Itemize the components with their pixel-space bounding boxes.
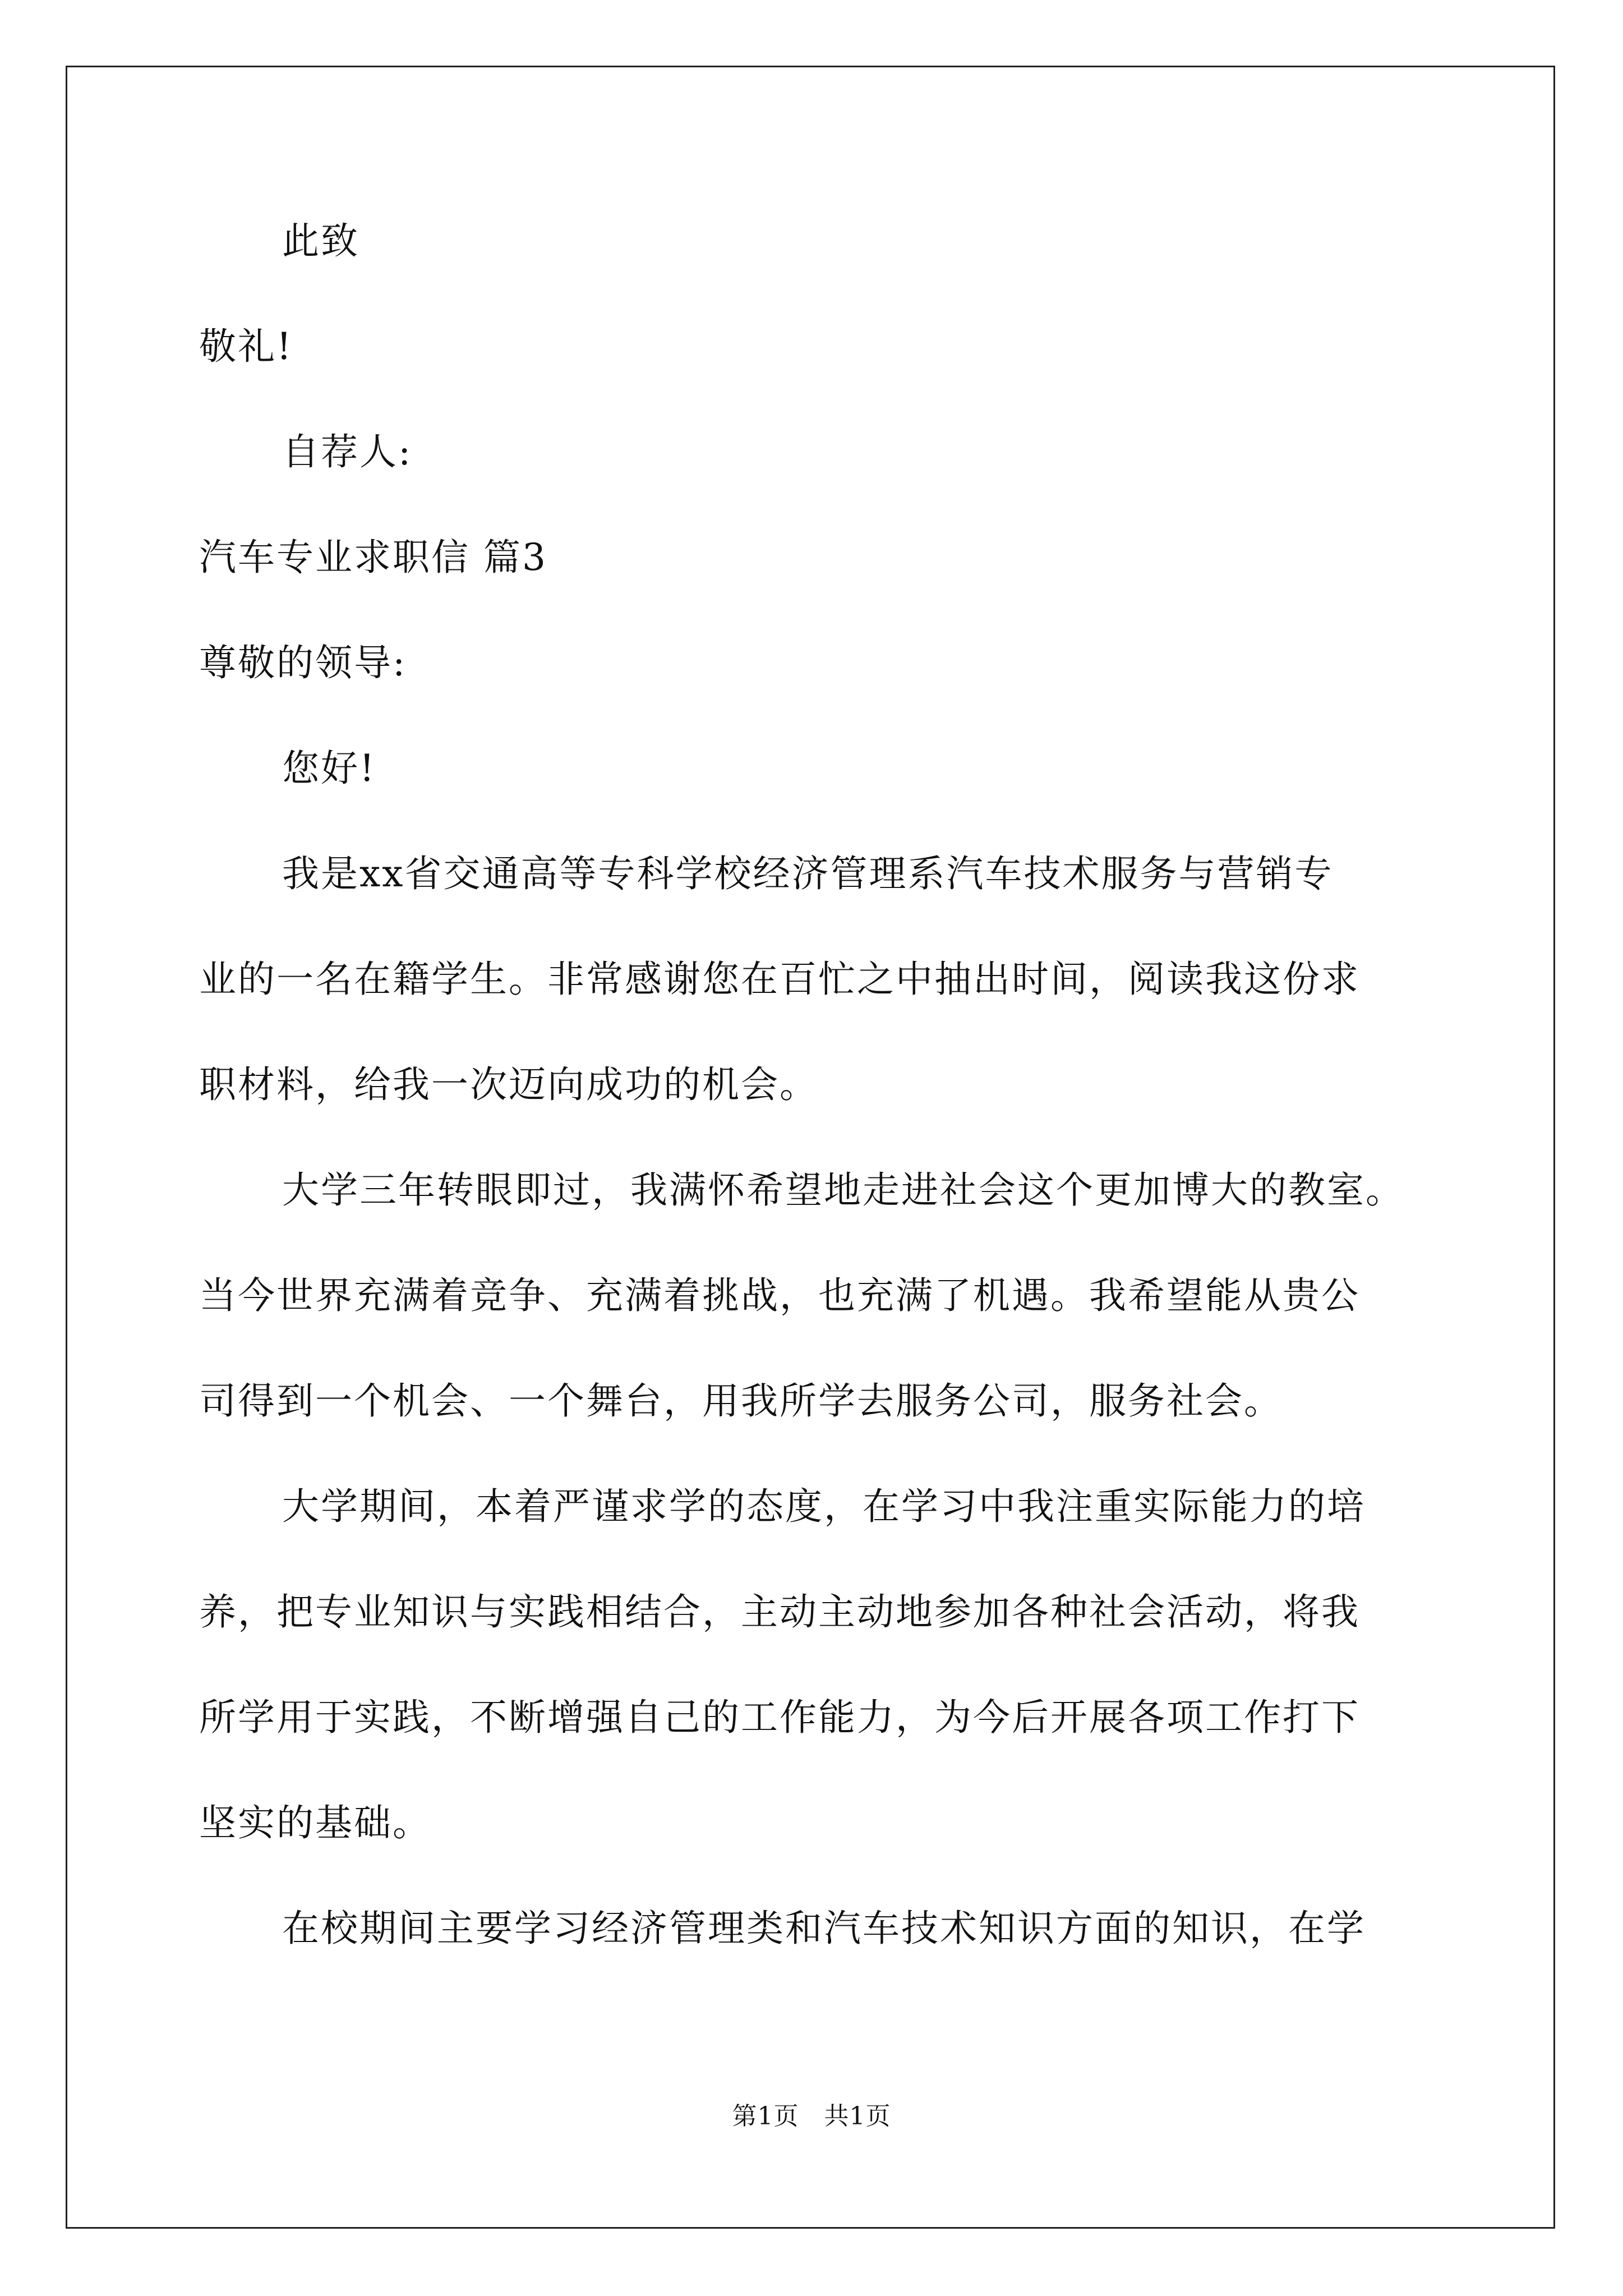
paragraph-line: 当今世界充满着竞争、充满着挑战，也充满了机遇。我希望能从贵公: [199, 1274, 1360, 1317]
paragraph-line: 坚实的基础。: [199, 1801, 431, 1844]
paragraph-1: [199, 846, 1433, 1113]
paragraph-line: 职材料，给我一次迈向成功的机会。: [199, 1063, 818, 1106]
paragraph-line: 大学期间，本着严谨求学的态度，在学习中我注重实际能力的培: [282, 1485, 1366, 1528]
section-title: 汽车专业求职信 篇3: [199, 536, 547, 579]
paragraph-line: 所学用于实践，不断增强自己的工作能力，为今后开展各项工作打下: [199, 1696, 1360, 1739]
paragraph-3: [199, 1479, 1433, 1851]
page-footer: 第1页 共1页: [732, 2102, 891, 2131]
greeting-line: 您好!: [282, 747, 376, 790]
paragraph-line: 业的一名在籍学生。非常感谢您在百忙之中抽出时间，阅读我这份求: [199, 958, 1360, 1001]
paragraph-line: 我是xx省交通高等专科学校经济管理系汽车技术服务与营销专: [282, 852, 1334, 895]
paragraph-line: 司得到一个机会、一个舞台，用我所学去服务公司，服务社会。: [199, 1379, 1283, 1423]
paragraph-line: 大学三年转眼即过，我满怀希望地走进社会这个更加博大的教室。: [282, 1168, 1404, 1212]
paragraph-4: [199, 1901, 1433, 1957]
signature-line: 自荐人:: [282, 430, 413, 473]
paragraph-line: 在校期间主要学习经济管理类和汽车技术知识方面的知识，在学: [282, 1907, 1366, 1950]
paragraph-line: 养，把专业知识与实践相结合，主动主动地参加各种社会活动，将我: [199, 1590, 1360, 1634]
paragraph-2: [199, 1162, 1433, 1429]
salute-line: 敬礼!: [199, 325, 293, 368]
addressee-line: 尊敬的领导:: [199, 641, 407, 684]
document-body: [199, 213, 1433, 1957]
closing-line: 此致: [282, 219, 359, 263]
